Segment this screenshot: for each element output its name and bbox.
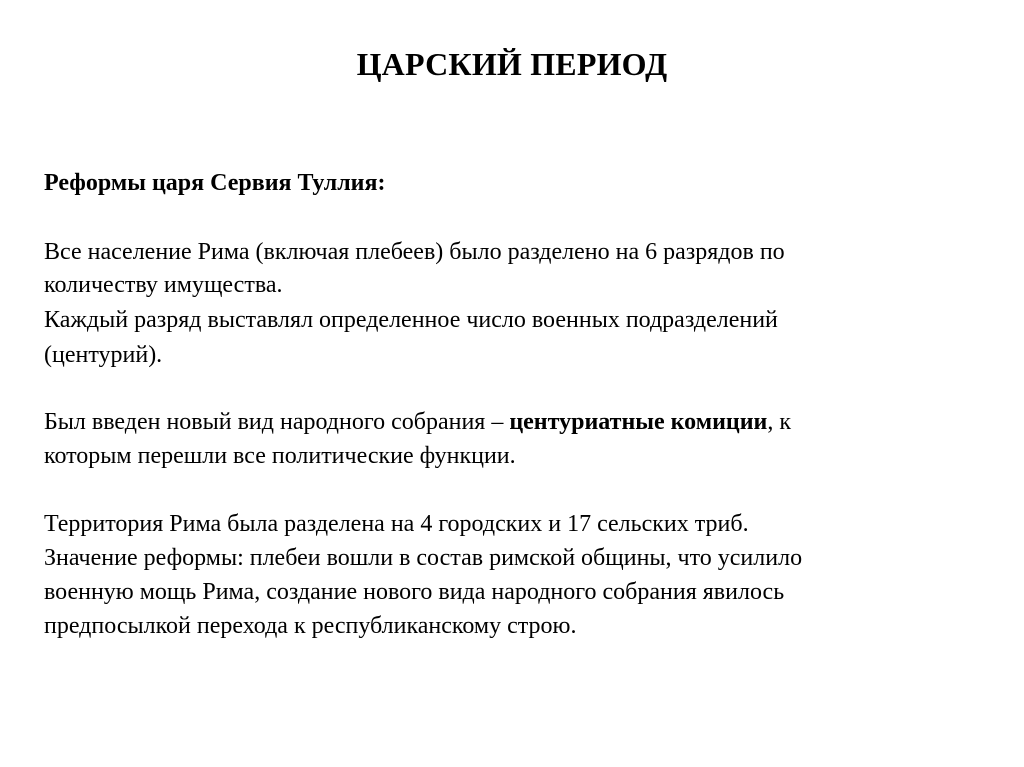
paragraph-3-line-1: Территория Рима была разделена на 4 городских и 17 сельских триб. bbox=[44, 511, 749, 537]
paragraph-1-line-2: количеству имущества. bbox=[44, 272, 283, 298]
paragraph-1-line-3: Каждый разряд выставлял определенное число военных подразделений bbox=[44, 307, 778, 333]
slide-subtitle: Реформы царя Сервия Туллия: bbox=[44, 170, 386, 196]
paragraph-2-line-1 bbox=[44, 406, 791, 438]
paragraph-3-line-3: военную мощь Рима, создание нового вида народного собрания явилось bbox=[44, 579, 785, 605]
paragraph-3-line-4: предпосылкой перехода к республиканскому строю. bbox=[44, 613, 577, 639]
paragraph-2-text-after: , к bbox=[767, 409, 792, 435]
paragraph-2-text-before: Был введен новый вид народного собрания – bbox=[44, 409, 510, 435]
slide-title: ЦАРСКИЙ ПЕРИОД bbox=[356, 46, 668, 82]
paragraph-3-line-2: Значение реформы: плебеи вошли в состав римской общины, что усилило bbox=[44, 545, 803, 571]
paragraph-2-line-2: которым перешли все политические функции. bbox=[44, 443, 516, 469]
paragraph-1-line-1: Все население Рима (включая плебеев) было разделено на 6 разрядов по bbox=[44, 239, 785, 265]
paragraph-2-emphasis: центуриатные комиции bbox=[509, 409, 768, 435]
paragraph-1-line-4: (центурий). bbox=[44, 342, 163, 368]
